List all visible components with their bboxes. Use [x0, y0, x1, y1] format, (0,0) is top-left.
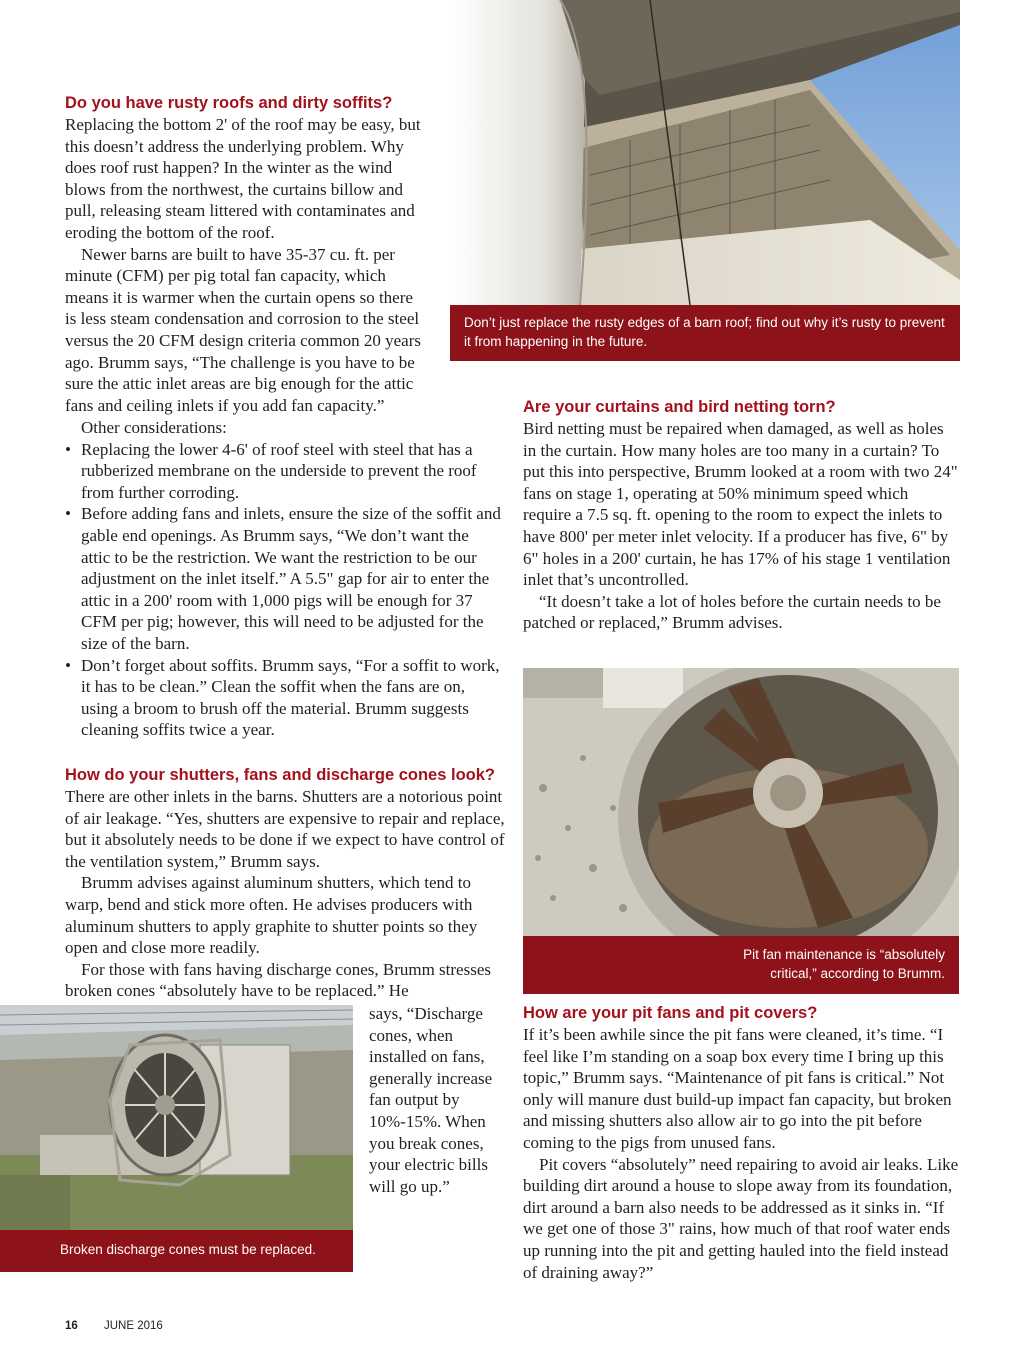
shutters-paragraph-2: Brumm advises against aluminum shutters, which tend to warp, bend and stick more often. He advises producers with aluminum shutters to apply graphite to shutter points so they open and close more readily.: [65, 873, 478, 958]
roofs-paragraph-2: Newer barns are built to have 35-37 cu. ft. per minute (CFM) per pig total fan capacity, which means it is warmer when the curtain opens so there is less steam condensation and corrosion to the steel versus the 20 CFM design criteria common 20 years ago. Brumm says, “The challenge is you have to be sure the attic inlet areas are big enough for the attic fans and ceiling inlets if you add fan capacity.”: [65, 244, 421, 415]
heading-shutters-fans-cones: How do your shutters, fans and discharge cones look?: [65, 766, 495, 784]
roofs-column-upper: [65, 114, 435, 416]
shutters-column-wrap: [369, 1003, 505, 1197]
page-number: 16: [65, 1320, 78, 1332]
pitfans-paragraph-1: If it’s been awhile since the pit fans were cleaned, it’s time. “I feel like I’m standing on a soap box every time I bring up this topic,” Brumm says. “Maintenance of pit fans is critical.” Not only will manure dust build-up impact fan capacity, but broken and missing shutters also allow air to go into the pit before coming to the pigs from unused fans.: [523, 1025, 952, 1152]
considerations-list: [65, 439, 501, 741]
pitfans-paragraph-2: Pit covers “absolutely” need repairing to avoid air leaks. Like building dirt around a house to slope away from its foundation, dirt around a barn also needs to be addressed as it sinks in. “If we get one of those 3" rains, how much of that roof water ends up running into the pit and getting hauled into the field instead of draining away?”: [523, 1154, 959, 1282]
curtains-paragraph-2: “It doesn’t take a lot of holes before the curtain needs to be patched or replaced,” Brumm advises.: [523, 591, 941, 633]
list-item: • Don’t forget about soffits. Brumm says, “For a soffit to work, it has to be clean.” Clean the soffit when the fans are on, using a broom to brush off the material. Brumm suggests cleaning soffits twice a year.: [65, 655, 501, 741]
heading-rusty-roofs: Do you have rusty roofs and dirty soffits?: [65, 94, 393, 112]
curtains-column: [523, 418, 959, 634]
pit-fan-photo: [523, 668, 959, 936]
pitfans-column: [523, 1024, 959, 1283]
heading-pit-fans-covers: How are your pit fans and pit covers?: [523, 1004, 818, 1022]
shutters-paragraph-1: There are other inlets in the barns. Shutters are a notorious point of air leakage. “Yes, shutters are expensive to repair and replace, but it absolutely needs to be done if we expect to have control of the ventilation system,” Brumm says.: [65, 787, 505, 871]
list-item: • Before adding fans and inlets, ensure the size of the soffit and gable end openings. As Brumm says, “We don’t want the attic to be the restriction. We want the restriction to be our adjustment on the inlet itself.” A 5.5" gap for air to enter the attic in a 200' room with 1,000 pigs will be enough for 37 CFM per pig; however, this will need to be adjusted for the size of the barn.: [65, 503, 501, 654]
roofs-other-considerations: Other considerations:: [81, 418, 227, 437]
list-item: • Replacing the lower 4-6' of roof steel with steel that has a rubberized membrane on the underside to prevent the roof from further corroding.: [65, 439, 501, 504]
shutters-paragraph-3: For those with fans having discharge cones, Brumm stresses broken cones “absolutely have to be replaced.” He: [65, 959, 491, 1001]
heading-curtains-netting: Are your curtains and bird netting torn?: [523, 398, 836, 416]
issue-date: JUNE 2016: [104, 1320, 163, 1332]
cone-photo-caption: Broken discharge cones must be replaced.: [0, 1230, 353, 1272]
shutters-paragraph-3-continued: says, “Discharge cones, when installed on fans, generally increase fan output by 10%-15%. When you break cones, your electric bills will go up.”: [369, 1004, 493, 1196]
curtains-paragraph-1: Bird netting must be repaired when damaged, as well as holes in the curtain. How many holes are too many in a curtain? To put this into perspective, Brumm looked at a room with two 24" fans on stage 1, operating at 50% minimum speed which require a 7.5 sq. ft. opening to the room to expect the inlets to have 800' per meter inlet velocity. If a producer has five, 6" by 6" holes in a 200' curtain, he has 17% of his stage 1 ventilation inlet that’s uncontrolled.: [523, 419, 958, 590]
roofs-paragraph-1: Replacing the bottom 2' of the roof may be easy, but this doesn’t address the underlying problem. Why does roof rust happen? In the winter as the wind blows from the northwest, the curtains billow and pull, releasing steam littered with contaminates and eroding the bottom of the roof.: [65, 115, 421, 242]
roof-photo-caption: Don’t just replace the rusty edges of a barn roof; find out why it’s rusty to prevent it from happening in the future.: [450, 305, 960, 361]
roofs-column-lower: [65, 417, 501, 741]
barn-roof-photo: [450, 0, 960, 305]
discharge-cone-photo: [0, 1005, 353, 1230]
pit-fan-photo-caption: Pit fan maintenance is “absolutely critical,” according to Brumm.: [523, 936, 959, 994]
shutters-column: [65, 786, 505, 1002]
